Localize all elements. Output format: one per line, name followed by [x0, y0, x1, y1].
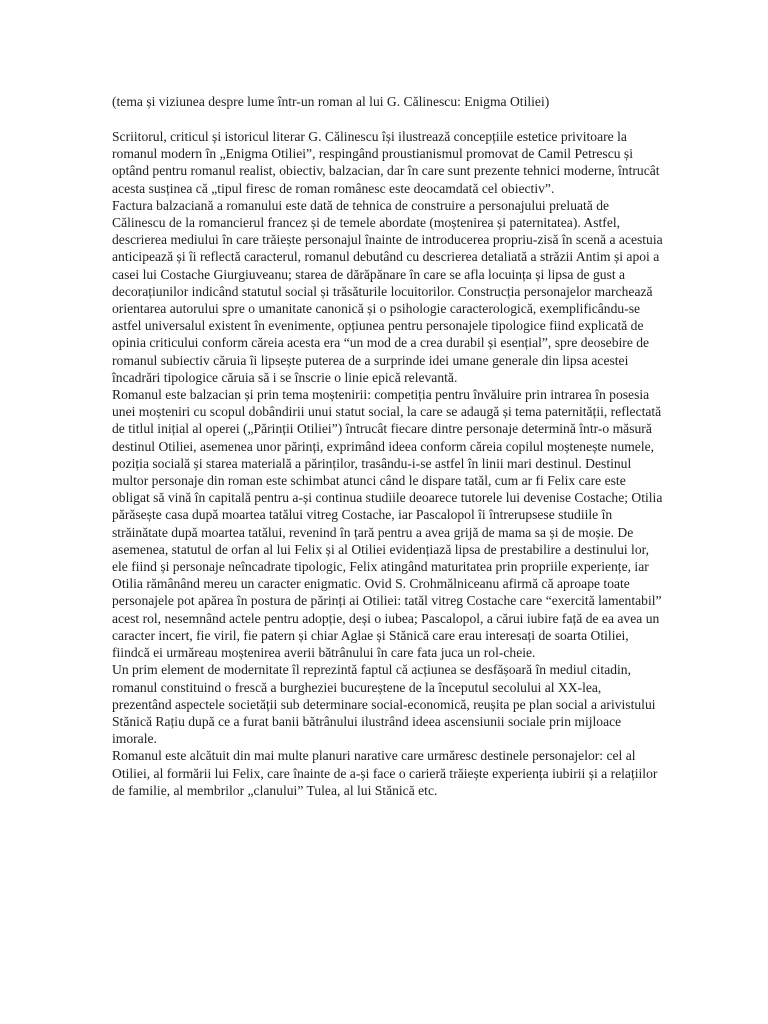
paragraph-intro: Scriitorul, criticul și istoricul literar G. Călinescu își ilustrează concepțiile estetice privitoare la romanul modern în „Enigma Otiliei”, respingând proustianismul promovat de Camil Petrescu și optând pentru romanul realist, obiectiv, balzacian, dar în care sunt prezente tehnici moderne, întrucât acesta susținea că „tipul firesc de roman românesc este deocamdată cel obiectiv”. [112, 129, 660, 196]
document-body [112, 128, 664, 799]
paragraph-modernitate: Un prim element de modernitate îl reprezintă faptul că acțiunea se desfășoară în mediul citadin, romanul constituind o frescă a burgheziei bucureștene de la începutul secolului al XX-lea, prezentând aspectele societății sub determinare social-economică, reușita pe plan social a arivistului Stănică Rațiu după ce a furat banii bătrânului ilustrând ideea ascensiunii sociale prin mijloace imorale. [112, 662, 656, 747]
document-title: (tema și viziunea despre lume într-un roman al lui G. Călinescu: Enigma Otiliei) [112, 94, 550, 109]
paragraph-balzacian-factura: Factura balzaciană a romanului este dată de tehnica de construire a personajului preluată de Călinescu de la romancierul francez și de temele abordate (moștenirea și paternitatea). Astfel, descrierea mediului în care trăiește personajul înainte de introducerea propriu-zisă în scenă a acestuia anticipează și îi reflectă caracterul, romanul debutând cu descrierea detaliată a străzii Antim și apoi a casei lui Costache Giurgiuveanu; starea de dărăpănare în care se afla locuința și lipsa de gust a decorațiunilor indicând statutul social și trăsăturile locuitorilor. Construcția personajelor marchează orientarea autorului spre o umanitate canonică și o psihologie caracterologică, exemplificându-se astfel universalul existent în evenimente, opțiunea pentru personajele tipologice fiind explicată de opinia criticului conform căreia acesta era “un mod de a crea durabil și esențial”, spre deosebire de romanul subiectiv căruia îi lipsește puterea de a surprinde idei umane generale din lipsa acestei încadrări tipologice căruia să i se înscrie o linie epică relevantă. [112, 197, 663, 385]
paragraph-planuri-narative: Romanul este alcătuit din mai multe planuri narative care urmăresc destinele personajelor: cel al Otiliei, al formării lui Felix, care înainte de a-și face o carieră trăiește experiența iubirii și a relațiilor de familie, al membrilor „clanului” Tulea, al lui Stănică etc. [112, 748, 658, 798]
paragraph-tema-mostenirii: Romanul este balzacian și prin tema moștenirii: competiția pentru învăluire prin intrarea în posesia unei moșteniri cu scopul dobândirii unui statut social, la care se adaugă și tema paternității, reflectată de titlul inițial al operei („Părinții Otiliei”) întrucât fiecare dintre personaje determină într-o măsură destinul Otiliei, asemenea unor părinți, exprimând ideea conform căreia copilul moștenește numele, poziția socială și starea materială a părinților, trasându-i-se astfel în linii mari destinul. Destinul multor personaje din roman este schimbat atunci când le dispare tatăl, cum ar fi Felix care este obligat să vină în capitală pentru a-și continua studiile deoarece tutorele lui devenise Costache; Otilia părăsește casa după moartea tatălui vitreg Costache, iar Pascalopol îi întrerupsese studiile în străinătate după moartea tatălui, revenind în țară pentru a avea grijă de mama sa și de moșie. De asemenea, statutul de orfan al lui Felix și al Otiliei evidențiază lipsa de prestabilire a destinului lor, ele fiind și personaje neîncadrate tipologic, Felix atingând maturitatea prin propriile experiențe, iar Otilia rămânând mereu un caracter enigmatic. Ovid S. Crohmălniceanu afirmă că aproape toate personajele pot apărea în postura de părinți ai Otiliei: tatăl vitreg Costache care “exercită lamentabil” acest rol, nesemnând actele pentru adopție, deși o iubea; Pascalopol, a cărui iubire față de ea avea un caracter incert, fie viril, fie patern și chiar Aglae și Stănică care erau interesați de soarta Otiliei, fiindcă ei urmăreau moștenirea averii bătrânului în care fata juca un rol-cheie. [112, 387, 663, 661]
